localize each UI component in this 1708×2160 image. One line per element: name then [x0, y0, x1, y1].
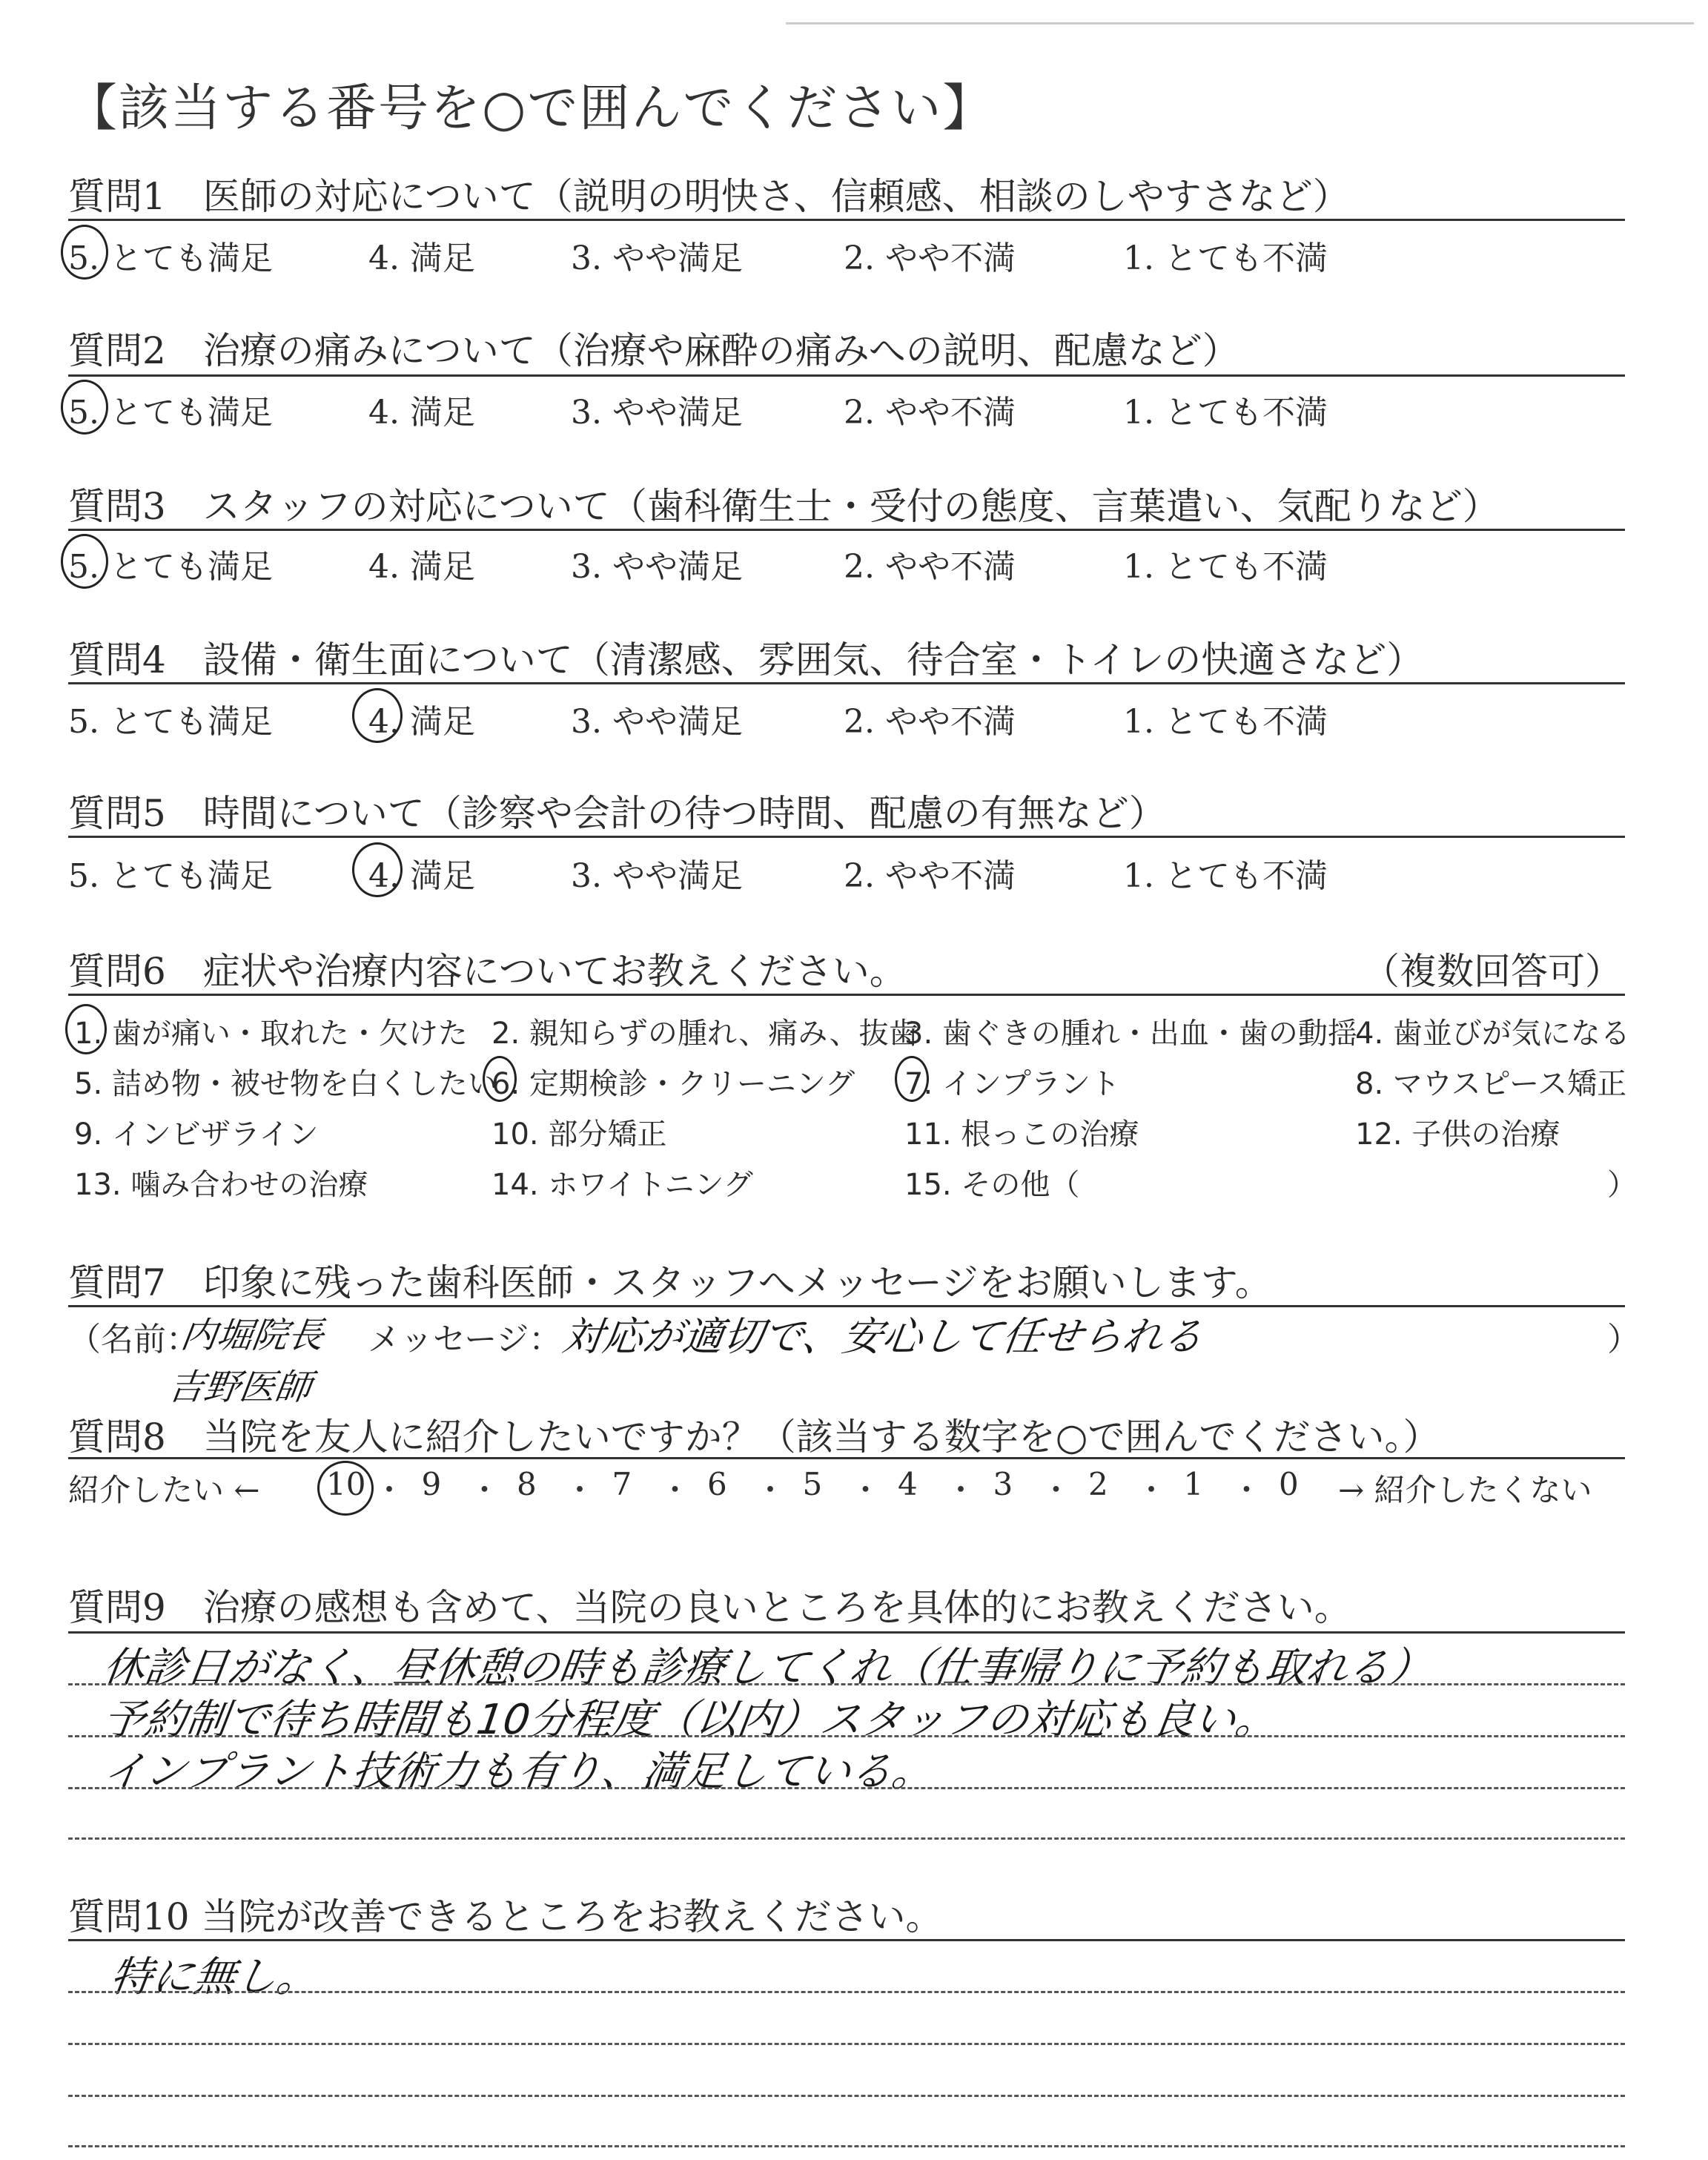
- q7-handwritten-message: 対応が適切で、安心して任せられる: [560, 1313, 1206, 1360]
- q7-close-paren: ）: [1607, 1321, 1640, 1358]
- q9-writing-line-2: [68, 1735, 1625, 1737]
- question-4-title: 質問4 設備・衛生面について（清潔感、雰囲気、待合室・トイレの快適さなど）: [68, 638, 1424, 681]
- q3-selection-circle: [61, 534, 108, 589]
- q5-option-2[interactable]: 2. やや不満: [844, 857, 1016, 895]
- q4-option-2[interactable]: 2. やや不満: [844, 703, 1016, 741]
- q2-option-2[interactable]: 2. やや不満: [844, 394, 1016, 432]
- q3-option-5[interactable]: 5. とても満足: [68, 548, 273, 586]
- q6-item-13[interactable]: 13. 噛み合わせの治療: [74, 1168, 368, 1202]
- q10-handwritten-line-1: 特に無し。: [107, 1953, 322, 2001]
- q6-item-15[interactable]: 15. その他（: [904, 1168, 1080, 1202]
- top-edge-line: [786, 22, 1694, 24]
- q6-item-1-circle: [65, 1004, 107, 1054]
- question-5-title: 質問5 時間について（診察や会計の待つ時間、配慮の有無など）: [68, 792, 1166, 835]
- q4-option-3[interactable]: 3. やや満足: [571, 703, 743, 741]
- q6-item-6-circle: [483, 1056, 517, 1102]
- q10-writing-line-3: [68, 2095, 1625, 2097]
- q6-item-8[interactable]: 8. マウスピース矯正: [1355, 1067, 1627, 1101]
- q1-selection-circle: [61, 225, 108, 280]
- q8-scale-7[interactable]: 7: [612, 1466, 632, 1502]
- question-4-rule: [68, 682, 1625, 684]
- question-2-title: 質問2 治療の痛みについて（治療や麻酔の痛みへの説明、配慮など）: [68, 329, 1239, 372]
- q6-item-2[interactable]: 2. 親知らずの腫れ、痛み、抜歯: [491, 1017, 918, 1051]
- q3-option-3[interactable]: 3. やや満足: [571, 548, 743, 586]
- question-6-rule: [68, 994, 1625, 996]
- q10-writing-line-4: [68, 2145, 1625, 2147]
- instruction-header: 【該当する番号を○で囲んでください】: [67, 79, 995, 138]
- question-7-title: 質問7 印象に残った歯科医師・スタッフへメッセージをお願いします。: [68, 1261, 1272, 1304]
- q3-option-1[interactable]: 1. とても不満: [1123, 548, 1328, 586]
- q2-option-5[interactable]: 5. とても満足: [68, 394, 273, 432]
- q6-item-1[interactable]: 1. 歯が痛い・取れた・欠けた: [74, 1017, 468, 1051]
- q8-left-label: 紹介したい ←: [68, 1472, 260, 1508]
- q6-item-7[interactable]: 7. インプラント: [904, 1067, 1120, 1101]
- q6-item-3[interactable]: 3. 歯ぐきの腫れ・出血・歯の動揺: [904, 1017, 1357, 1051]
- q4-option-5[interactable]: 5. とても満足: [68, 703, 273, 741]
- question-3-rule: [68, 529, 1625, 531]
- question-5-rule: [68, 836, 1625, 838]
- q5-option-3[interactable]: 3. やや満足: [571, 857, 743, 895]
- q6-item-11[interactable]: 11. 根っこの治療: [904, 1117, 1139, 1152]
- question-8-rule: [68, 1457, 1625, 1459]
- q8-scale-5[interactable]: 5: [802, 1466, 823, 1502]
- q8-scale-1[interactable]: 1: [1183, 1466, 1204, 1502]
- q8-scale-2[interactable]: 2: [1088, 1466, 1108, 1502]
- q8-scale-separator: ・: [469, 1472, 500, 1508]
- q8-scale-8[interactable]: 8: [517, 1466, 537, 1502]
- q5-option-4[interactable]: 4. 満足: [368, 857, 475, 895]
- q4-option-4[interactable]: 4. 満足: [368, 703, 475, 741]
- q7-name-label: （名前：: [68, 1321, 199, 1358]
- question-10-title: 質問10 当院が改善できるところをお教えください。: [68, 1895, 943, 1938]
- question-10-rule: [68, 1939, 1625, 1941]
- q2-option-3[interactable]: 3. やや満足: [571, 394, 743, 432]
- question-9-title: 質問9 治療の感想も含めて、当院の良いところを具体的にお教えください。: [68, 1586, 1351, 1629]
- q6-item-10[interactable]: 10. 部分矯正: [491, 1117, 667, 1152]
- q8-scale-separator: ・: [945, 1472, 977, 1508]
- question-3-title: 質問3 スタッフの対応について（歯科衛生士・受付の態度、言葉遣い、気配りなど）: [68, 485, 1500, 528]
- question-1-rule: [68, 219, 1625, 221]
- q2-option-1[interactable]: 1. とても不満: [1123, 394, 1328, 432]
- q9-writing-line-4: [68, 1837, 1625, 1840]
- q1-option-3[interactable]: 3. やや満足: [571, 240, 743, 277]
- q8-scale-9[interactable]: 9: [421, 1466, 442, 1502]
- q4-selection-circle: [352, 688, 403, 743]
- q7-message-label: メッセージ：: [368, 1321, 562, 1358]
- q6-item-5[interactable]: 5. 詰め物・被せ物を白くしたい: [74, 1067, 497, 1101]
- q9-writing-line-3: [68, 1787, 1625, 1789]
- q8-scale-separator: ・: [850, 1472, 881, 1508]
- q6-item-14[interactable]: 14. ホワイトニング: [491, 1168, 753, 1202]
- q10-writing-line-1: [68, 1991, 1625, 1993]
- q6-item-9[interactable]: 9. インビザライン: [74, 1117, 319, 1152]
- q8-scale-separator: ・: [564, 1472, 596, 1508]
- question-9-rule: [68, 1631, 1625, 1634]
- q7-handwritten-name-2: 吉野医師: [165, 1367, 314, 1408]
- q5-option-1[interactable]: 1. とても不満: [1123, 857, 1328, 895]
- q5-option-5[interactable]: 5. とても満足: [68, 857, 273, 895]
- question-8-title: 質問8 当院を友人に紹介したいですか？（該当する数字を○で囲んでください。）: [68, 1416, 1440, 1459]
- q9-handwritten-line-1: 休診日がなく、昼休憩の時も診療してくれ（仕事帰りに予約も取れる）: [99, 1644, 1434, 1692]
- q8-scale-10[interactable]: 10: [326, 1466, 366, 1502]
- q8-scale-separator: ・: [1231, 1472, 1262, 1508]
- q3-option-2[interactable]: 2. やや不満: [844, 548, 1016, 586]
- q6-item-12[interactable]: 12. 子供の治療: [1355, 1117, 1560, 1152]
- q6-item-4[interactable]: 4. 歯並びが気になる: [1355, 1017, 1630, 1051]
- q6-other-close-paren: ）: [1607, 1168, 1637, 1202]
- q3-option-4[interactable]: 4. 満足: [368, 548, 475, 586]
- q1-option-2[interactable]: 2. やや不満: [844, 240, 1016, 277]
- q6-item-7-circle: [895, 1056, 929, 1102]
- q9-handwritten-line-3: インプラント技術力も有り、満足している。: [99, 1748, 937, 1796]
- q8-scale-separator: ・: [659, 1472, 691, 1508]
- q1-option-4[interactable]: 4. 満足: [368, 240, 475, 277]
- q8-scale-6[interactable]: 6: [707, 1466, 727, 1502]
- q5-selection-circle: [352, 842, 403, 897]
- question-1-title: 質問1 医師の対応について（説明の明快さ、信頼感、相談のしやすさなど）: [68, 175, 1350, 218]
- q10-writing-line-2: [68, 2043, 1625, 2045]
- q2-option-4[interactable]: 4. 満足: [368, 394, 475, 432]
- q1-option-5[interactable]: 5. とても満足: [68, 240, 273, 277]
- q9-handwritten-line-2: 予約制で待ち時間も10分程度（以内）スタッフの対応も良い。: [99, 1696, 1281, 1744]
- q8-scale-separator: ・: [755, 1472, 787, 1508]
- q8-right-label: → 紹介したくない: [1338, 1472, 1592, 1508]
- q1-option-1[interactable]: 1. とても不満: [1123, 240, 1328, 277]
- q8-scale-0[interactable]: 0: [1279, 1466, 1299, 1502]
- q6-item-6[interactable]: 6. 定期検診・クリーニング: [491, 1067, 855, 1101]
- question-2-rule: [68, 374, 1625, 377]
- question-6-title: 質問6 症状や治療内容についてお教えください。: [68, 950, 907, 993]
- q9-writing-line-1: [68, 1683, 1625, 1685]
- q8-scale-separator: ・: [1136, 1472, 1168, 1508]
- q2-selection-circle: [61, 380, 108, 435]
- q8-scale-separator: ・: [1040, 1472, 1072, 1508]
- q7-handwritten-name-1: 内堀院長: [178, 1315, 327, 1356]
- q8-scale-3[interactable]: 3: [993, 1466, 1013, 1502]
- q4-option-1[interactable]: 1. とても不満: [1123, 703, 1328, 741]
- q8-scale-4[interactable]: 4: [898, 1466, 918, 1502]
- q8-scale-separator: ・: [374, 1472, 406, 1508]
- question-6-note: （複数回答可）: [1363, 950, 1622, 993]
